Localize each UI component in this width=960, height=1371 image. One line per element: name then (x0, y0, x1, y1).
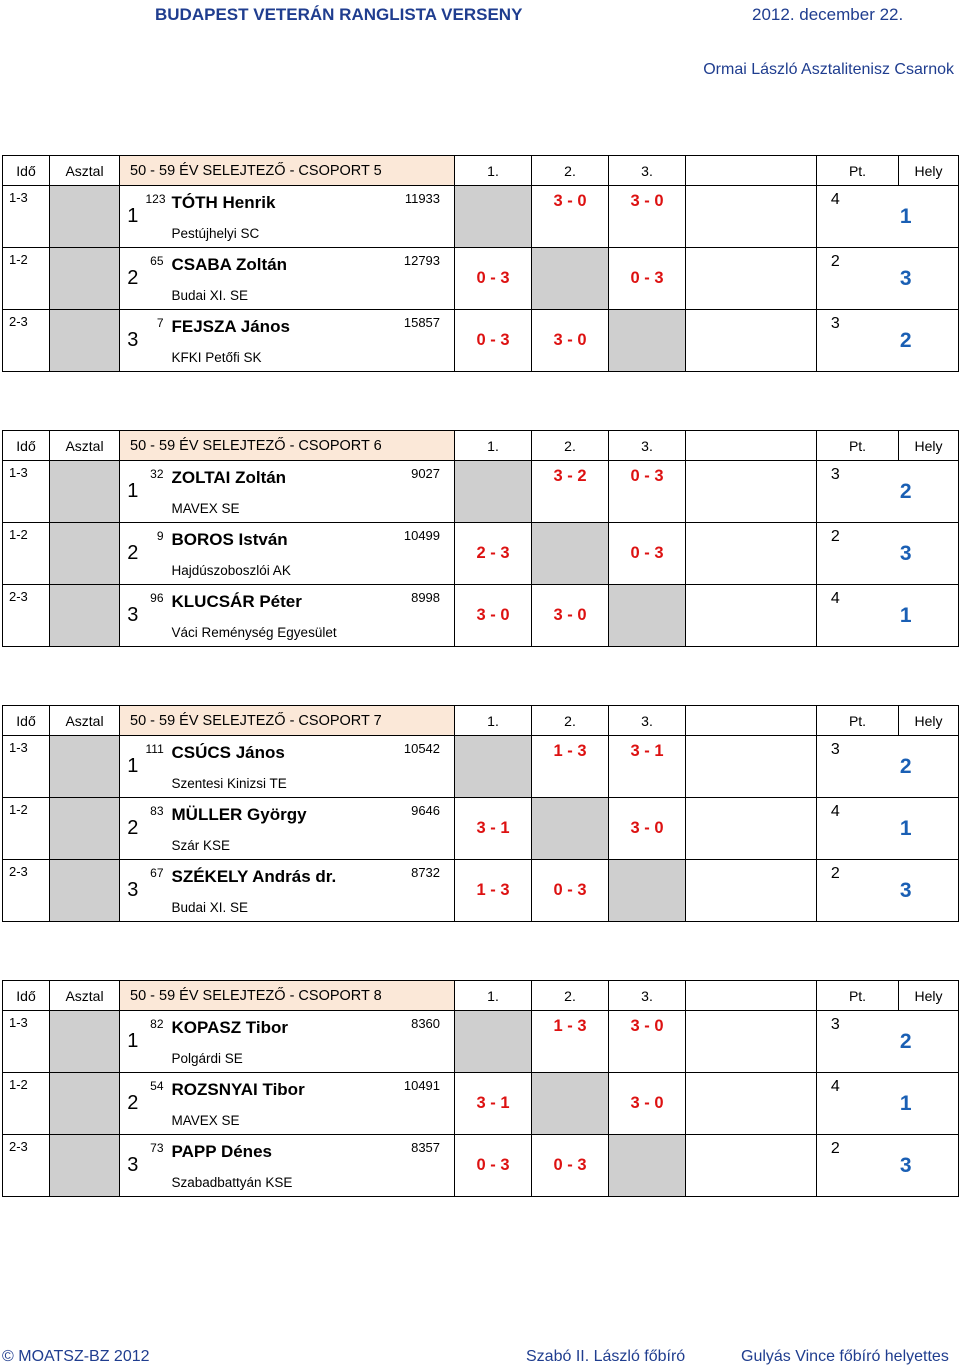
player-rating: 10491 (320, 1073, 455, 1107)
table-number-cell (50, 461, 120, 523)
match-score: 0 - 3 (455, 310, 532, 372)
table-number-cell (50, 736, 120, 798)
gap-cell (686, 860, 817, 922)
self-match-cell (609, 1135, 686, 1197)
venue-name: Ormai László Asztalitenisz Csarnok (703, 61, 954, 78)
player-club: MAVEX SE (170, 494, 455, 523)
player-points: 3 (817, 736, 854, 798)
col-header-gap (686, 156, 817, 186)
table-number-cell (50, 1011, 120, 1073)
match-score: 3 - 0 (455, 585, 532, 647)
tournament-title: BUDAPEST VETERÁN RANGLISTA VERSENY (155, 5, 523, 24)
player-number: 67 (146, 860, 170, 894)
col-header-round-2: 2. (532, 706, 609, 736)
table-number-cell (50, 310, 120, 372)
player-rating: 8998 (320, 585, 455, 619)
player-place: 1 (854, 1073, 959, 1135)
player-place: 1 (854, 798, 959, 860)
player-number: 111 (146, 736, 170, 770)
player-points: 3 (817, 1011, 854, 1073)
match-time: 1-2 (3, 248, 50, 310)
match-time: 2-3 (3, 1135, 50, 1197)
self-match-cell (532, 798, 609, 860)
col-header-round-1: 1. (455, 156, 532, 186)
player-name: KOPASZ Tibor (170, 1011, 320, 1045)
player-name: SZÉKELY András dr. (170, 860, 320, 894)
table-number-cell (50, 1073, 120, 1135)
col-header-round-2: 2. (532, 431, 609, 461)
player-points: 3 (817, 310, 854, 372)
footer-deputy-referee: Gulyás Vince főbíró helyettes (741, 1348, 949, 1365)
gap-cell (686, 248, 817, 310)
table-number-cell (50, 248, 120, 310)
col-header-gap (686, 981, 817, 1011)
club-spacer (146, 1168, 170, 1197)
player-number: 54 (146, 1073, 170, 1107)
player-place: 1 (854, 585, 959, 647)
gap-cell (686, 585, 817, 647)
table-number-cell (50, 585, 120, 647)
player-seed: 3 (120, 1135, 146, 1197)
player-number: 82 (146, 1011, 170, 1045)
col-header-place: Hely (899, 156, 959, 186)
col-header-points: Pt. (817, 981, 899, 1011)
match-score: 0 - 3 (455, 1135, 532, 1197)
player-name: CSABA Zoltán (170, 248, 320, 282)
table-row (3, 736, 959, 770)
table-row (3, 310, 959, 344)
gap-cell (686, 186, 817, 248)
player-club: Polgárdi SE (170, 1044, 455, 1073)
col-header-table: Asztal (50, 706, 120, 736)
player-number: 32 (146, 461, 170, 495)
player-number: 83 (146, 798, 170, 832)
table-row (3, 461, 959, 495)
player-seed: 1 (120, 186, 146, 248)
gap-cell (686, 798, 817, 860)
col-header-round-3: 3. (609, 156, 686, 186)
player-rating: 8732 (320, 860, 455, 894)
match-time: 1-3 (3, 186, 50, 248)
table-row (3, 798, 959, 832)
player-number: 9 (146, 523, 170, 557)
player-number: 96 (146, 585, 170, 619)
group-title: 50 - 59 ÉV SELEJTEZŐ - CSOPORT 5 (120, 156, 455, 186)
match-score: 3 - 0 (609, 1011, 686, 1073)
club-spacer (146, 343, 170, 372)
player-name: FEJSZA János (170, 310, 320, 344)
player-club: Váci Reménység Egyesület (170, 618, 455, 647)
match-score: 1 - 3 (455, 860, 532, 922)
player-points: 2 (817, 248, 854, 310)
self-match-cell (455, 1011, 532, 1073)
col-header-round-2: 2. (532, 156, 609, 186)
player-place: 1 (854, 186, 959, 248)
table-number-cell (50, 186, 120, 248)
player-seed: 1 (120, 736, 146, 798)
match-time: 1-2 (3, 1073, 50, 1135)
player-name: BOROS István (170, 523, 320, 557)
gap-cell (686, 523, 817, 585)
club-spacer (146, 1044, 170, 1073)
match-time: 1-2 (3, 523, 50, 585)
self-match-cell (532, 1073, 609, 1135)
col-header-points: Pt. (817, 706, 899, 736)
match-score: 0 - 3 (532, 1135, 609, 1197)
player-name: ZOLTAI Zoltán (170, 461, 320, 495)
col-header-time: Idő (3, 156, 50, 186)
self-match-cell (532, 523, 609, 585)
player-rating: 9027 (320, 461, 455, 495)
player-club: Hajdúszoboszlói AK (170, 556, 455, 585)
col-header-table: Asztal (50, 156, 120, 186)
player-points: 4 (817, 1073, 854, 1135)
col-header-round-1: 1. (455, 706, 532, 736)
player-points: 2 (817, 860, 854, 922)
col-header-place: Hely (899, 706, 959, 736)
col-header-gap (686, 431, 817, 461)
player-club: Budai XI. SE (170, 893, 455, 922)
player-name: PAPP Dénes (170, 1135, 320, 1169)
player-rating: 11933 (320, 186, 455, 220)
self-match-cell (609, 860, 686, 922)
self-match-cell (532, 248, 609, 310)
match-score: 1 - 3 (532, 1011, 609, 1073)
table-row (3, 1135, 959, 1169)
match-time: 1-3 (3, 461, 50, 523)
player-club: KFKI Petőfi SK (170, 343, 455, 372)
player-points: 2 (817, 523, 854, 585)
match-score: 3 - 0 (609, 1073, 686, 1135)
col-header-time: Idő (3, 981, 50, 1011)
player-club: Szentesi Kinizsi TE (170, 769, 455, 798)
col-header-round-3: 3. (609, 981, 686, 1011)
player-name: MÜLLER György (170, 798, 320, 832)
match-score: 1 - 3 (532, 736, 609, 798)
player-rating: 12793 (320, 248, 455, 282)
col-header-time: Idő (3, 431, 50, 461)
player-seed: 3 (120, 585, 146, 647)
player-rating: 10542 (320, 736, 455, 770)
col-header-points: Pt. (817, 156, 899, 186)
club-spacer (146, 831, 170, 860)
gap-cell (686, 310, 817, 372)
player-seed: 1 (120, 461, 146, 523)
player-club: Pestújhelyi SC (170, 219, 455, 248)
player-rating: 15857 (320, 310, 455, 344)
player-seed: 2 (120, 1073, 146, 1135)
col-header-time: Idő (3, 706, 50, 736)
col-header-table: Asztal (50, 431, 120, 461)
match-score: 3 - 0 (609, 186, 686, 248)
tournament-date: 2012. december 22. (752, 5, 904, 24)
col-header-round-1: 1. (455, 981, 532, 1011)
player-rating: 9646 (320, 798, 455, 832)
player-place: 2 (854, 736, 959, 798)
club-spacer (146, 219, 170, 248)
player-seed: 2 (120, 248, 146, 310)
col-header-table: Asztal (50, 981, 120, 1011)
player-name: TÓTH Henrik (170, 186, 320, 220)
match-score: 2 - 3 (455, 523, 532, 585)
match-score: 3 - 1 (455, 798, 532, 860)
col-header-place: Hely (899, 981, 959, 1011)
table-row (3, 248, 959, 282)
group-title: 50 - 59 ÉV SELEJTEZŐ - CSOPORT 6 (120, 431, 455, 461)
player-rating: 8357 (320, 1135, 455, 1169)
club-spacer (146, 769, 170, 798)
footer-referee: Szabó II. László főbíró (526, 1348, 686, 1365)
match-score: 3 - 0 (609, 798, 686, 860)
player-club: MAVEX SE (170, 1106, 455, 1135)
player-points: 2 (817, 1135, 854, 1197)
match-score: 0 - 3 (609, 461, 686, 523)
match-score: 3 - 2 (532, 461, 609, 523)
player-points: 4 (817, 798, 854, 860)
player-name: ROZSNYAI Tibor (170, 1073, 320, 1107)
self-match-cell (609, 310, 686, 372)
club-spacer (146, 618, 170, 647)
table-row (3, 1073, 959, 1107)
player-seed: 2 (120, 523, 146, 585)
player-place: 2 (854, 1011, 959, 1073)
match-score: 3 - 0 (532, 186, 609, 248)
group-table-6 (2, 430, 958, 647)
col-header-gap (686, 706, 817, 736)
player-number: 123 (146, 186, 170, 220)
group-table-7 (2, 705, 958, 922)
table-number-cell (50, 860, 120, 922)
player-club: Szár KSE (170, 831, 455, 860)
player-seed: 2 (120, 798, 146, 860)
player-place: 3 (854, 1135, 959, 1197)
player-rating: 8360 (320, 1011, 455, 1045)
player-points: 4 (817, 186, 854, 248)
player-points: 3 (817, 461, 854, 523)
col-header-round-2: 2. (532, 981, 609, 1011)
table-row (3, 860, 959, 894)
table-row (3, 585, 959, 619)
gap-cell (686, 1135, 817, 1197)
self-match-cell (455, 461, 532, 523)
player-points: 4 (817, 585, 854, 647)
player-rating: 10499 (320, 523, 455, 557)
match-score: 3 - 0 (532, 585, 609, 647)
group-title: 50 - 59 ÉV SELEJTEZŐ - CSOPORT 7 (120, 706, 455, 736)
table-row (3, 186, 959, 220)
gap-cell (686, 1011, 817, 1073)
col-header-points: Pt. (817, 431, 899, 461)
match-score: 0 - 3 (532, 860, 609, 922)
match-time: 1-3 (3, 1011, 50, 1073)
match-time: 1-3 (3, 736, 50, 798)
table-number-cell (50, 798, 120, 860)
col-header-round-3: 3. (609, 706, 686, 736)
player-name: KLUCSÁR Péter (170, 585, 320, 619)
table-number-cell (50, 523, 120, 585)
player-name: CSÚCS János (170, 736, 320, 770)
match-score: 3 - 1 (609, 736, 686, 798)
match-time: 2-3 (3, 860, 50, 922)
club-spacer (146, 1106, 170, 1135)
player-club: Budai XI. SE (170, 281, 455, 310)
player-place: 3 (854, 248, 959, 310)
group-table-5 (2, 155, 958, 372)
club-spacer (146, 281, 170, 310)
self-match-cell (455, 186, 532, 248)
player-place: 3 (854, 860, 959, 922)
gap-cell (686, 1073, 817, 1135)
match-score: 3 - 0 (532, 310, 609, 372)
club-spacer (146, 556, 170, 585)
table-number-cell (50, 1135, 120, 1197)
group-table-8 (2, 980, 958, 1197)
match-time: 2-3 (3, 585, 50, 647)
player-number: 65 (146, 248, 170, 282)
player-number: 7 (146, 310, 170, 344)
player-seed: 3 (120, 310, 146, 372)
group-title: 50 - 59 ÉV SELEJTEZŐ - CSOPORT 8 (120, 981, 455, 1011)
match-score: 0 - 3 (455, 248, 532, 310)
player-seed: 1 (120, 1011, 146, 1073)
match-time: 2-3 (3, 310, 50, 372)
col-header-round-1: 1. (455, 431, 532, 461)
match-score: 0 - 3 (609, 523, 686, 585)
player-place: 2 (854, 310, 959, 372)
player-club: Szabadbattyán KSE (170, 1168, 455, 1197)
match-time: 1-2 (3, 798, 50, 860)
player-seed: 3 (120, 860, 146, 922)
table-row (3, 523, 959, 557)
self-match-cell (609, 585, 686, 647)
self-match-cell (455, 736, 532, 798)
match-score: 0 - 3 (609, 248, 686, 310)
footer-copyright: © MOATSZ-BZ 2012 (2, 1348, 150, 1365)
gap-cell (686, 461, 817, 523)
col-header-place: Hely (899, 431, 959, 461)
club-spacer (146, 494, 170, 523)
table-row (3, 1011, 959, 1045)
player-place: 2 (854, 461, 959, 523)
col-header-round-3: 3. (609, 431, 686, 461)
club-spacer (146, 893, 170, 922)
match-score: 3 - 1 (455, 1073, 532, 1135)
player-number: 73 (146, 1135, 170, 1169)
gap-cell (686, 736, 817, 798)
player-place: 3 (854, 523, 959, 585)
